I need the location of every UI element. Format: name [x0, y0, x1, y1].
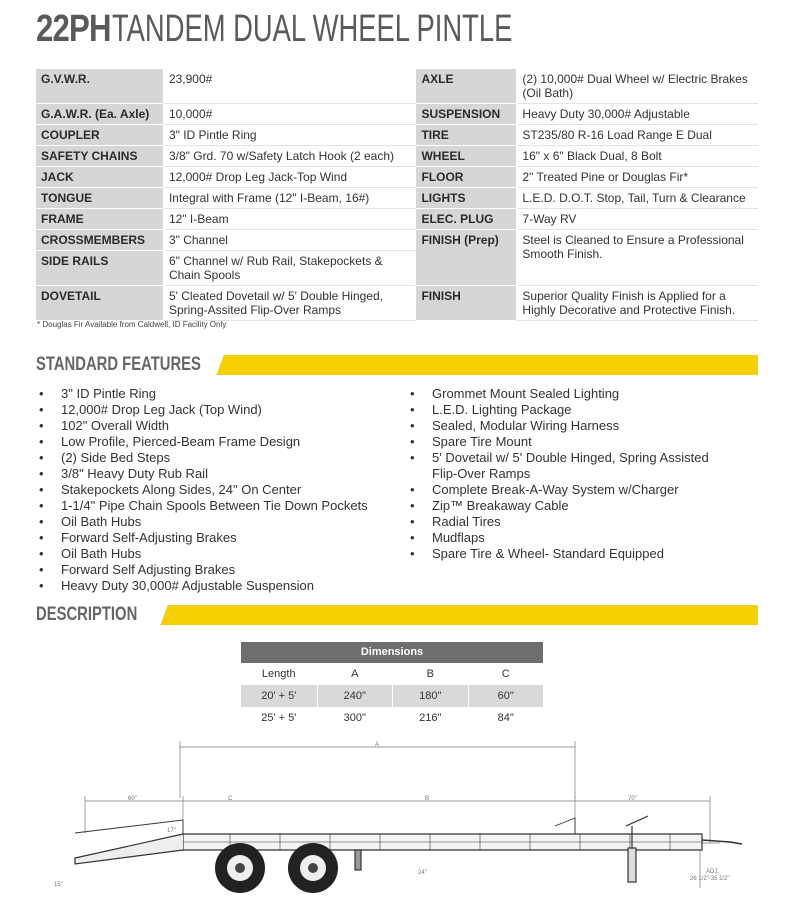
- table-cell: 60": [468, 685, 544, 707]
- list-item: • 1-1/4" Pipe Chain Spools Between Tie Down Pockets: [39, 498, 368, 513]
- list-item: • Low Profile, Pierced-Beam Frame Design: [39, 434, 301, 449]
- table-cell: 84": [468, 707, 544, 729]
- dimension-label: 70": [628, 796, 637, 802]
- spec-row: [36, 104, 758, 125]
- list-item: • 5' Dovetail w/ 5' Double Hinged, Spring Assisted: [410, 450, 709, 465]
- dimension-label-a: A: [375, 742, 380, 748]
- spec-label: FRAME: [36, 209, 164, 230]
- spec-row: [36, 69, 758, 104]
- spec-row: [36, 167, 758, 188]
- spec-label: CROSSMEMBERS: [36, 230, 164, 251]
- spec-value: 7-Way RV: [517, 209, 758, 230]
- list-item: • 102" Overall Width: [39, 418, 169, 433]
- spec-label: DOVETAIL: [36, 286, 164, 321]
- dimension-label-c: C: [228, 796, 233, 802]
- spec-label: FLOOR: [416, 167, 517, 188]
- list-item: • Forward Self Adjusting Brakes: [39, 562, 236, 577]
- list-item: • Complete Break-A-Way System w/Charger: [410, 482, 679, 497]
- section-title: DESCRIPTION: [36, 604, 138, 625]
- spec-row: [36, 146, 758, 167]
- spec-row: [36, 286, 758, 321]
- heading-accent-bar: [170, 605, 758, 625]
- spec-label: SUSPENSION: [416, 104, 517, 125]
- dimension-label: 60": [128, 796, 137, 802]
- list-item: • 12,000# Drop Leg Jack (Top Wind): [39, 402, 262, 417]
- dimension-label: 17": [167, 828, 176, 834]
- model-name: TANDEM DUAL WHEEL PINTLE: [112, 8, 513, 50]
- spec-row: [36, 209, 758, 230]
- spec-value: 2" Treated Pine or Douglas Fir*: [517, 167, 758, 188]
- spec-label: JACK: [36, 167, 164, 188]
- list-item: • Stakepockets Along Sides, 24" On Center: [39, 482, 302, 497]
- spec-row: [36, 230, 758, 251]
- dimensions-table: [241, 642, 543, 729]
- table-row: [241, 707, 543, 729]
- list-item: • Oil Bath Hubs: [39, 546, 142, 561]
- heading-accent-bar: [226, 355, 758, 375]
- dimension-label: 26 1/2"-35 1/2": [690, 876, 730, 882]
- mudflap: [355, 850, 361, 870]
- spec-value: 12" I-Beam: [163, 209, 416, 230]
- table-cell: 25' + 5': [261, 712, 297, 724]
- spec-value: 12,000# Drop Leg Jack-Top Wind: [163, 167, 416, 188]
- trailer-side-view-drawing: [30, 738, 770, 904]
- spec-label: AXLE: [416, 69, 517, 104]
- list-item: • 3/8" Heavy Duty Rub Rail: [39, 466, 208, 481]
- dimensions-title: Dimensions: [241, 642, 543, 663]
- spec-label: TIRE: [416, 125, 517, 146]
- dimension-label: 24": [418, 870, 427, 876]
- features-list-right: [408, 386, 709, 562]
- spec-value: 6" Channel w/ Rub Rail, Stakepockets & Chain Spools: [163, 251, 416, 286]
- spec-value: Heavy Duty 30,000# Adjustable: [517, 104, 758, 125]
- page-title: [36, 8, 668, 48]
- spec-label: TONGUE: [36, 188, 164, 209]
- column-header: B: [392, 663, 468, 685]
- table-cell: 20' + 5': [261, 690, 297, 702]
- list-item: • Zip™ Breakaway Cable: [410, 498, 569, 513]
- dovetail-ramp: [75, 834, 183, 864]
- tongue: [702, 840, 742, 844]
- list-item: • Spare Tire Mount: [410, 434, 532, 449]
- list-item: • Heavy Duty 30,000# Adjustable Suspension: [39, 578, 314, 593]
- spec-row: [36, 188, 758, 209]
- spec-label: FINISH: [416, 286, 517, 321]
- drop-leg-jack: [628, 848, 636, 882]
- list-item: • Mudflaps: [410, 530, 485, 545]
- spec-label: G.A.W.R. (Ea. Axle): [36, 104, 164, 125]
- specifications-table: [35, 68, 758, 321]
- list-item: • 3" ID Pintle Ring: [39, 386, 156, 401]
- model-number: 22PH: [36, 8, 111, 50]
- dimension-label: 15": [54, 882, 63, 888]
- features-list-left: [37, 386, 368, 594]
- spec-label: SIDE RAILS: [36, 251, 164, 286]
- spec-value: 10,000#: [163, 104, 416, 125]
- spec-value: Integral with Frame (12" I-Beam, 16#): [163, 188, 416, 209]
- spec-label: ELEC. PLUG: [416, 209, 517, 230]
- spec-value: 16" x 6" Black Dual, 8 Bolt: [517, 146, 758, 167]
- spec-value: (2) 10,000# Dual Wheel w/ Electric Brakes (Oil Bath): [517, 69, 758, 104]
- table-cell: 240": [317, 685, 393, 707]
- spec-label: SAFETY CHAINS: [36, 146, 164, 167]
- table-row: [241, 685, 543, 707]
- column-header: Length: [261, 668, 296, 680]
- list-item: • Spare Tire & Wheel- Standard Equipped: [410, 546, 664, 561]
- spec-label: LIGHTS: [416, 188, 517, 209]
- spec-value: 3" ID Pintle Ring: [163, 125, 416, 146]
- list-item: • Sealed, Modular Wiring Harness: [410, 418, 620, 433]
- list-item: • Radial Tires: [410, 514, 501, 529]
- spec-row: [36, 125, 758, 146]
- spec-value: 3/8" Grd. 70 w/Safety Latch Hook (2 each): [163, 146, 416, 167]
- spec-label: COUPLER: [36, 125, 164, 146]
- dimension-label-b: B: [425, 796, 430, 802]
- spec-label: FINISH (Prep): [416, 230, 517, 286]
- list-item: Flip-Over Ramps: [432, 466, 531, 481]
- spec-label: G.V.W.R.: [36, 69, 164, 104]
- list-item: • Grommet Mount Sealed Lighting: [410, 386, 620, 401]
- list-item: • (2) Side Bed Steps: [39, 450, 171, 465]
- description-heading: [36, 604, 758, 626]
- spec-value: ST235/80 R-16 Load Range E Dual: [517, 125, 758, 146]
- table-header-row: [241, 663, 543, 685]
- list-item: • L.E.D. Lighting Package: [410, 402, 572, 417]
- table-cell: 216": [392, 707, 468, 729]
- spec-value: 3" Channel: [163, 230, 416, 251]
- spec-value: L.E.D. D.O.T. Stop, Tail, Turn & Clearance: [517, 188, 758, 209]
- spec-value: Superior Quality Finish is Applied for a Highly Decorative and Protective Finish.: [517, 286, 758, 321]
- column-header: A: [317, 663, 393, 685]
- list-item: • Forward Self-Adjusting Brakes: [39, 530, 237, 545]
- standard-features-heading: [36, 354, 758, 376]
- footnote: * Douglas Fir Available from Caldwell, ID Facility Only: [37, 320, 227, 329]
- dimension-label: ADJ.: [706, 869, 720, 875]
- section-title: STANDARD FEATURES: [36, 354, 201, 375]
- spec-label: WHEEL: [416, 146, 517, 167]
- spec-value: 23,900#: [163, 69, 416, 104]
- spec-value: Steel is Cleaned to Ensure a Professional Smooth Finish.: [517, 230, 758, 286]
- list-item: • Oil Bath Hubs: [39, 514, 142, 529]
- column-header: C: [468, 663, 544, 685]
- spec-value: 5' Cleated Dovetail w/ 5' Double Hinged, Spring-Assited Flip-Over Ramps: [163, 286, 416, 321]
- table-cell: 180": [392, 685, 468, 707]
- table-cell: 300": [317, 707, 393, 729]
